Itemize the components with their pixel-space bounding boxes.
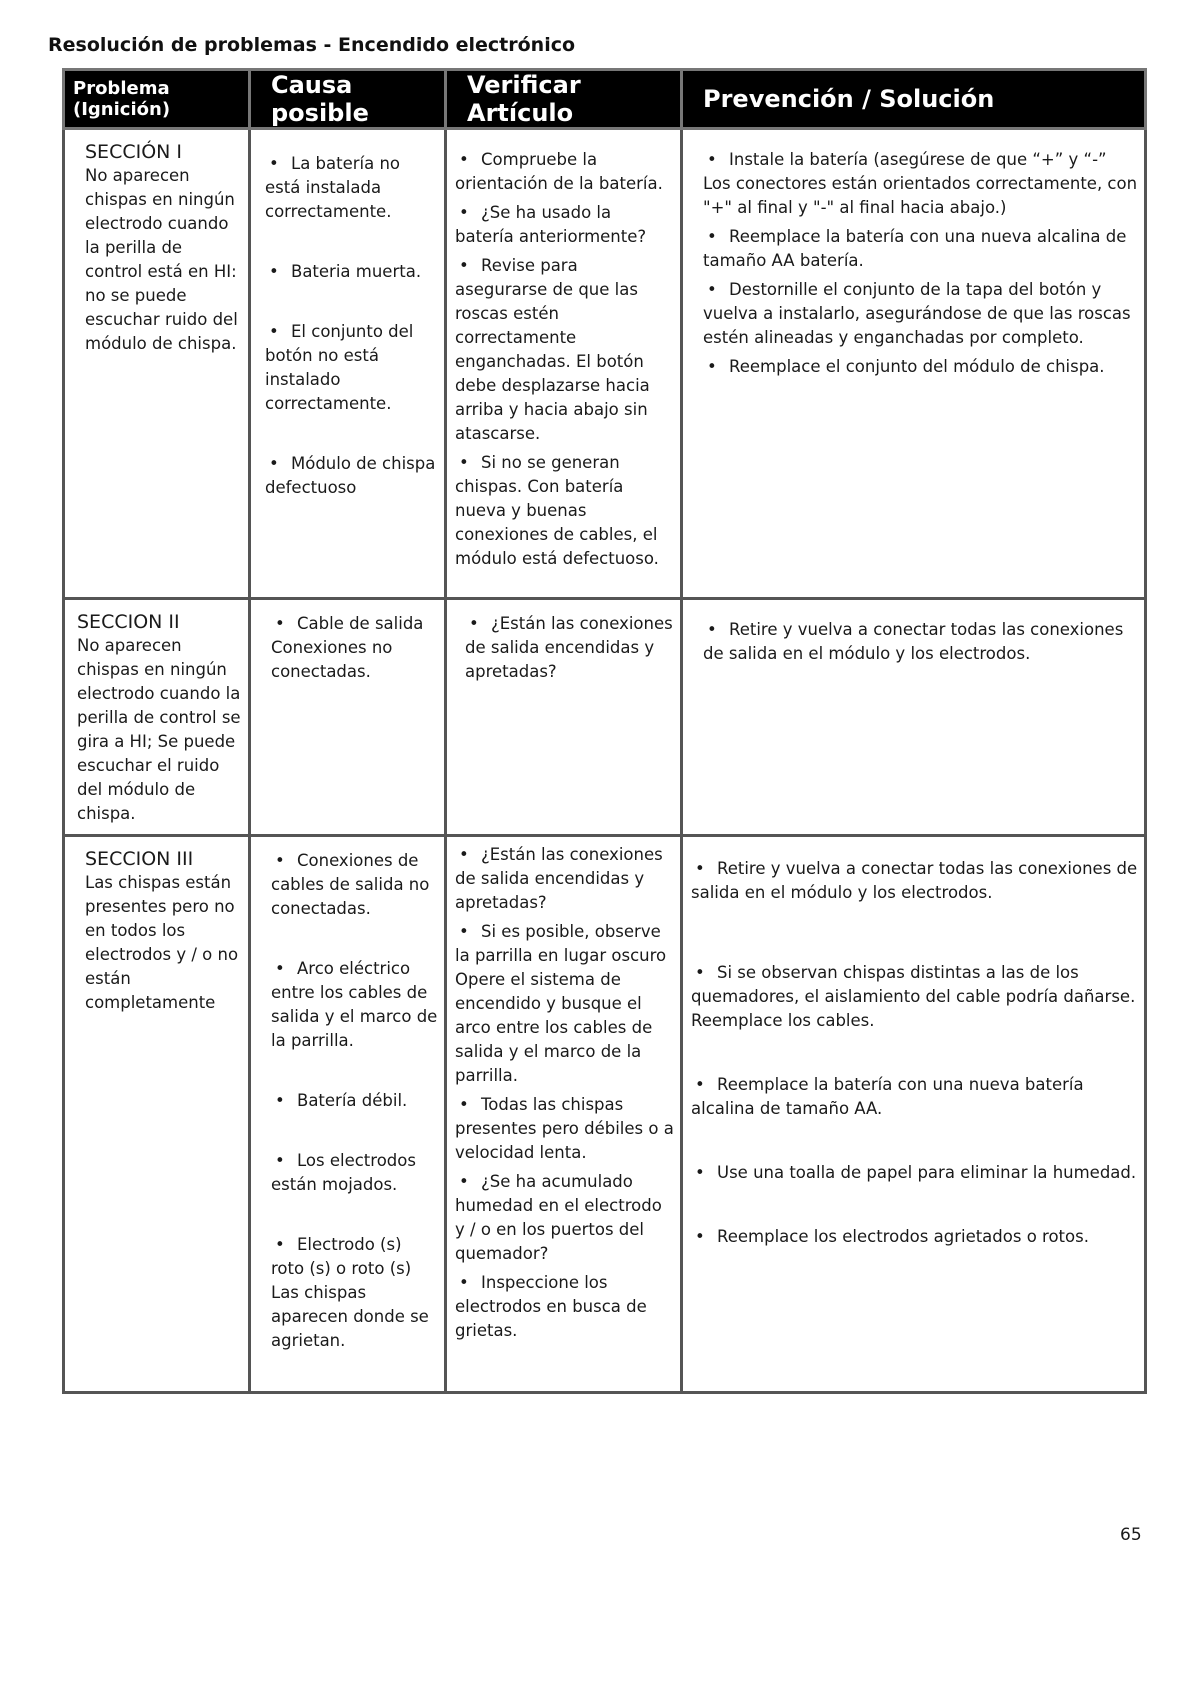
header-check: Verificar Artículo <box>446 70 682 129</box>
solution-item: • Use una toalla de papel para eliminar la humedad. <box>691 1161 1138 1185</box>
cause-item: • Cable de salida Conexiones no conectadas. <box>271 612 438 684</box>
table-row <box>64 129 1146 599</box>
section-title: SECCION II <box>77 611 180 633</box>
problem-text: Las chispas están presentes pero no en todos los electrodos y / o no están completamente <box>85 873 239 1012</box>
problem-text: No aparecen chispas en ningún electrodo cuando la perilla de control está en HI: no se puede escuchar ruido del módulo de chispa. <box>85 166 238 353</box>
check-item: • Si es posible, observe la parrilla en lugar oscuro Opere el sistema de encendido y busque el arco entre los cables de salida y el marco de la parrilla. <box>455 920 674 1088</box>
check-item: • Inspeccione los electrodos en busca de grietas. <box>455 1271 674 1343</box>
cause-cell <box>250 129 446 599</box>
check-item: • Revise para asegurarse de que las roscas estén correctamente enganchadas. El botón debe desplazarse hacia arriba y hacia abajo sin atascarse. <box>455 254 674 446</box>
page-number: 65 <box>1120 1525 1142 1545</box>
section-title: SECCIÓN I <box>85 141 183 163</box>
problem-text: No aparecen chispas en ningún electrodo cuando la perilla de control se gira a HI; Se puede escuchar el ruido del módulo de chispa. <box>77 636 241 823</box>
cause-item: • Los electrodos están mojados. <box>271 1149 438 1197</box>
solution-item: • Reemplace los electrodos agrietados o rotos. <box>691 1225 1138 1249</box>
cause-item: • Conexiones de cables de salida no conectadas. <box>271 849 438 921</box>
solution-item: • Retire y vuelva a conectar todas las conexiones de salida en el módulo y los electrodos. <box>691 857 1138 905</box>
cause-item: • Batería débil. <box>271 1089 438 1113</box>
check-item: • ¿Están las conexiones de salida encendidas y apretadas? <box>465 612 674 684</box>
table-row <box>64 836 1146 1393</box>
troubleshooting-table <box>62 68 1147 1394</box>
check-item: • Compruebe la orientación de la batería. <box>455 148 674 196</box>
page-title: Resolución de problemas - Encendido electrónico <box>48 34 576 56</box>
section-title: SECCION III <box>85 848 194 870</box>
cause-item: • Arco eléctrico entre los cables de salida y el marco de la parrilla. <box>271 957 438 1053</box>
check-cell <box>446 599 682 836</box>
cause-item: • Módulo de chispa defectuoso <box>265 452 438 500</box>
solution-cell <box>682 599 1146 836</box>
solution-item: • Reemplace la batería con una nueva batería alcalina de tamaño AA. <box>691 1073 1138 1121</box>
solution-item: • Si se observan chispas distintas a las de los quemadores, el aislamiento del cable podría dañarse. Reemplace los cables. <box>691 961 1138 1033</box>
problem-cell <box>64 836 250 1393</box>
check-item: • ¿Se ha acumulado humedad en el electrodo y / o en los puertos del quemador? <box>455 1170 674 1266</box>
check-item: • ¿Están las conexiones de salida encendidas y apretadas? <box>455 843 674 915</box>
solution-cell <box>682 129 1146 599</box>
header-row <box>64 70 1146 129</box>
cause-item: • La batería no está instalada correctamente. <box>265 152 438 224</box>
table-row <box>64 599 1146 836</box>
solution-item: • Reemplace el conjunto del módulo de chispa. <box>703 355 1138 379</box>
solution-item: • Retire y vuelva a conectar todas las conexiones de salida en el módulo y los electrodos. <box>703 618 1138 666</box>
cause-item: • Bateria muerta. <box>265 260 438 284</box>
solution-item: • Destornille el conjunto de la tapa del botón y vuelva a instalarlo, asegurándose de que las roscas estén alineadas y enganchadas por completo. <box>703 278 1138 350</box>
solution-item: • Reemplace la batería con una nueva alcalina de tamaño AA batería. <box>703 225 1138 273</box>
check-cell <box>446 129 682 599</box>
header-solution: Prevención / Solución <box>682 70 1146 129</box>
cause-cell <box>250 836 446 1393</box>
header-problem: Problema (Ignición) <box>64 70 250 129</box>
check-item: • Si no se generan chispas. Con batería nueva y buenas conexiones de cables, el módulo está defectuoso. <box>455 451 674 571</box>
header-cause: Causa posible <box>250 70 446 129</box>
problem-cell <box>64 599 250 836</box>
solution-cell <box>682 836 1146 1393</box>
check-item: • ¿Se ha usado la batería anteriormente? <box>455 201 674 249</box>
solution-item: • Instale la batería (asegúrese de que “+” y “-” Los conectores están orientados correctamente, con "+" al final y "-" al final hacia abajo.) <box>703 148 1138 220</box>
check-cell <box>446 836 682 1393</box>
cause-item: • Electrodo (s) roto (s) o roto (s) Las chispas aparecen donde se agrietan. <box>271 1233 438 1353</box>
check-item: • Todas las chispas presentes pero débiles o a velocidad lenta. <box>455 1093 674 1165</box>
cause-cell <box>250 599 446 836</box>
cause-item: • El conjunto del botón no está instalado correctamente. <box>265 320 438 416</box>
problem-cell <box>64 129 250 599</box>
